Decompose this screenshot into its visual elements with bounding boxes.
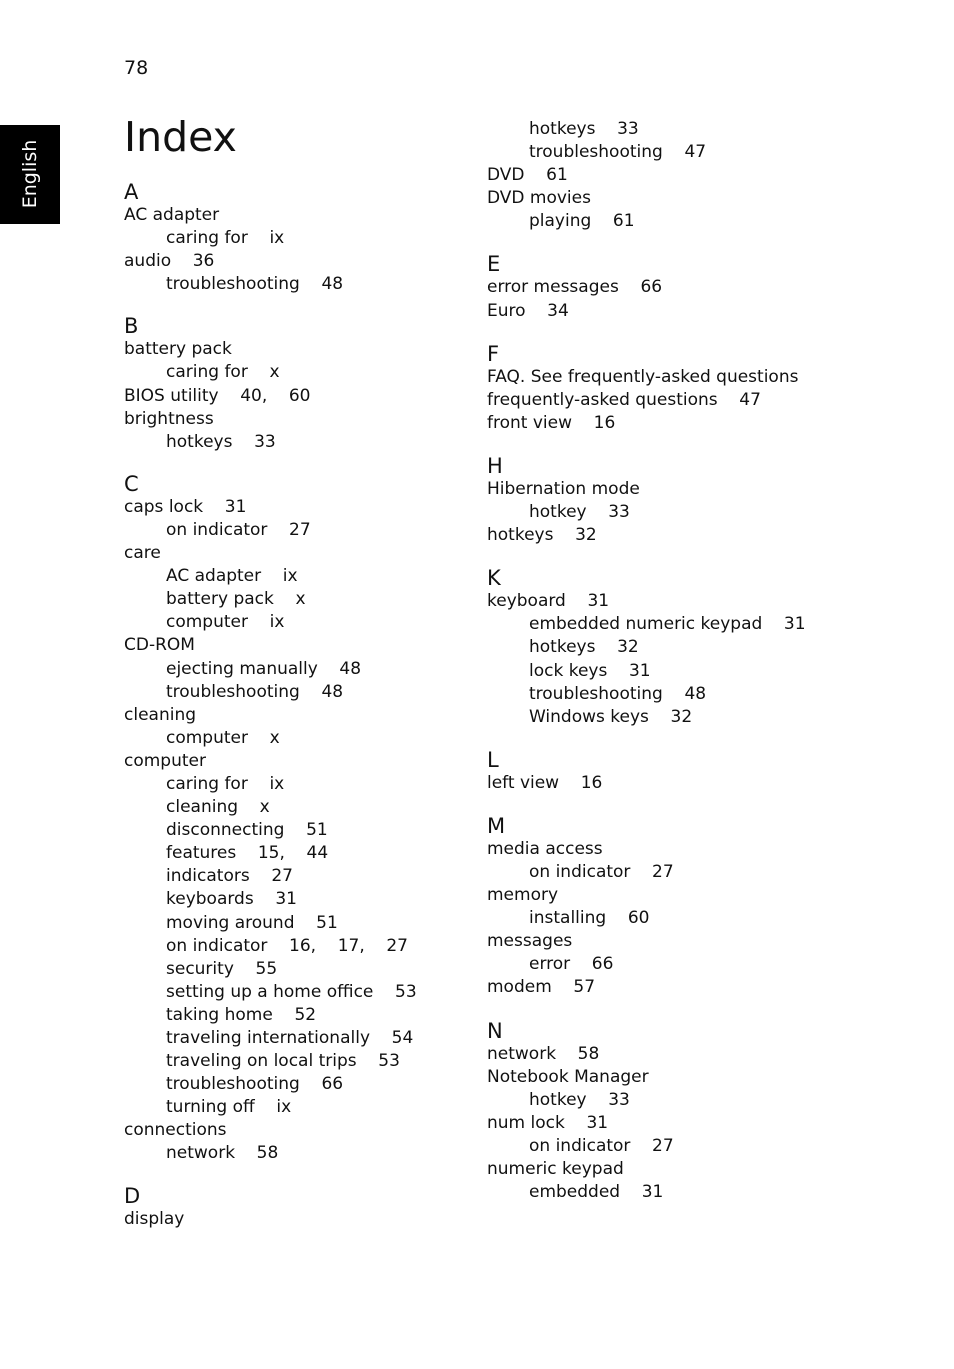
entry-term: hotkeys xyxy=(529,119,596,139)
entry-pages: 33 xyxy=(608,502,630,523)
entry-pages: 55 xyxy=(255,958,278,979)
section-gap xyxy=(124,454,544,472)
entry-pages: 48 xyxy=(684,683,707,704)
entry-term: care xyxy=(124,543,161,564)
index-entry xyxy=(487,524,907,547)
index-entry xyxy=(124,338,544,361)
index-entry xyxy=(487,1066,907,1089)
section-letter: H xyxy=(487,453,503,478)
entry-term: brightness xyxy=(124,408,214,429)
entry-term: AC adapter xyxy=(124,205,220,225)
entry-pages: 27 xyxy=(271,866,293,887)
entry-term: network xyxy=(487,1043,557,1064)
index-subentry xyxy=(124,773,544,796)
entry-pages: x xyxy=(259,797,270,818)
entry-term: hotkey xyxy=(529,502,587,523)
entry-term: display xyxy=(124,1208,185,1229)
entry-term: DVD xyxy=(487,165,525,186)
section-gap xyxy=(487,1000,907,1019)
index-section xyxy=(487,814,907,1000)
entry-pages: 58 xyxy=(577,1043,600,1064)
entry-term: cleaning xyxy=(166,797,239,818)
entry-term: computer xyxy=(166,727,248,748)
entry-term: battery pack xyxy=(166,589,274,610)
index-subentry xyxy=(124,865,544,888)
index-entry xyxy=(487,187,907,210)
entry-pages: 33 xyxy=(608,1089,630,1110)
index-subentry xyxy=(124,1073,544,1096)
entry-pages: 32 xyxy=(617,637,639,658)
index-section xyxy=(124,180,544,296)
index-subentry xyxy=(487,683,907,706)
entry-term: traveling internationally xyxy=(166,1028,370,1048)
section-letter: E xyxy=(487,252,501,277)
entry-pages: 31 xyxy=(587,591,610,612)
entry-term: setting up a home office xyxy=(166,981,374,1002)
index-section xyxy=(487,252,907,322)
index-subentry xyxy=(487,210,907,233)
index-entry xyxy=(124,496,544,519)
index-entry xyxy=(487,300,907,323)
entry-term: traveling on local trips xyxy=(166,1051,357,1072)
entry-term: installing xyxy=(529,908,607,929)
entry-pages: x xyxy=(269,362,280,383)
entry-term: connections xyxy=(124,1120,227,1141)
language-side-tab xyxy=(0,125,60,224)
entry-term: media access xyxy=(487,838,603,859)
entry-pages: 40, 60 xyxy=(240,385,311,406)
entry-term: error messages xyxy=(487,277,619,298)
entry-pages: 32 xyxy=(670,706,693,727)
entry-term: disconnecting xyxy=(166,820,285,841)
entry-pages: ix xyxy=(269,612,285,633)
index-subentry xyxy=(124,519,544,542)
index-entry xyxy=(487,1158,907,1181)
entry-term: modem xyxy=(487,977,552,998)
index-entry xyxy=(487,412,907,435)
index-entry xyxy=(487,884,907,907)
entry-term: error xyxy=(529,954,571,975)
entry-term: battery pack xyxy=(124,339,232,360)
index-entry xyxy=(487,976,907,999)
entry-term: caring for xyxy=(166,362,248,383)
entry-term: hotkey xyxy=(529,1089,587,1110)
index-subentry xyxy=(124,912,544,935)
index-subentry xyxy=(487,118,907,141)
entry-pages: 33 xyxy=(617,119,639,139)
entry-term: FAQ. See frequently-asked questions xyxy=(487,366,799,387)
entry-term: hotkeys xyxy=(166,431,233,452)
index-section xyxy=(487,566,907,729)
entry-pages: 57 xyxy=(573,977,596,998)
index-subentry xyxy=(487,636,907,659)
index-subentry xyxy=(487,1135,907,1158)
index-subentry xyxy=(487,1181,907,1204)
entry-pages: 66 xyxy=(321,1074,344,1095)
entry-pages: ix xyxy=(269,773,285,794)
entry-pages: ix xyxy=(276,1097,292,1118)
entry-pages: 32 xyxy=(575,525,597,546)
section-gap xyxy=(487,795,907,814)
entry-pages: 31 xyxy=(586,1112,609,1133)
entry-pages: 66 xyxy=(591,954,614,975)
index-entry xyxy=(124,1208,544,1231)
index-subentry xyxy=(124,935,544,958)
entry-pages: 47 xyxy=(684,142,707,163)
page-title: Index xyxy=(124,113,237,161)
section-letter: B xyxy=(124,314,139,339)
index-subentry xyxy=(487,660,907,683)
entry-pages: 36 xyxy=(192,251,215,272)
entry-term: features xyxy=(166,843,237,864)
entry-pages: 47 xyxy=(739,389,761,410)
entry-term: hotkeys xyxy=(529,637,596,658)
section-gap xyxy=(487,233,907,252)
entry-pages: 31 xyxy=(641,1182,664,1203)
index-subentry xyxy=(124,958,544,981)
entry-pages: x xyxy=(269,727,280,748)
entry-term: frequently-asked questions xyxy=(487,389,718,410)
index-subentry xyxy=(124,842,544,865)
entry-pages: 60 xyxy=(627,908,650,929)
index-entry xyxy=(124,542,544,565)
entry-pages: ix xyxy=(269,228,285,249)
entry-term: moving around xyxy=(166,912,295,933)
index-entry xyxy=(487,590,907,613)
entry-term: on indicator xyxy=(529,1135,631,1156)
entry-pages: 27 xyxy=(652,861,674,882)
entry-term: BIOS utility xyxy=(124,385,219,406)
index-entry xyxy=(487,772,907,795)
entry-term: caring for xyxy=(166,773,248,794)
index-entry xyxy=(487,930,907,953)
index-section xyxy=(124,472,544,1166)
entry-term: turning off xyxy=(166,1097,255,1118)
index-entry xyxy=(124,204,544,227)
entry-term: network xyxy=(166,1143,236,1164)
index-subentry xyxy=(124,1004,544,1027)
entry-pages: 27 xyxy=(652,1135,674,1156)
index-entry xyxy=(124,408,544,431)
section-letter: A xyxy=(124,180,139,204)
entry-term: ejecting manually xyxy=(166,658,318,679)
index-subentry xyxy=(124,361,544,384)
section-gap xyxy=(124,1166,544,1184)
index-subentry xyxy=(124,227,544,250)
section-letter: C xyxy=(124,471,139,496)
entry-pages: x xyxy=(295,589,306,610)
entry-term: Notebook Manager xyxy=(487,1066,649,1087)
index-entry xyxy=(124,1119,544,1142)
entry-term: caps lock xyxy=(124,496,204,517)
entry-term: indicators xyxy=(166,866,250,887)
index-section xyxy=(487,118,907,233)
entry-term: caring for xyxy=(166,228,248,249)
index-subentry xyxy=(487,501,907,524)
index-entry xyxy=(487,478,907,501)
entry-pages: 16 xyxy=(580,772,603,793)
entry-term: num lock xyxy=(487,1112,565,1133)
index-subentry xyxy=(124,1142,544,1165)
index-entry xyxy=(124,704,544,727)
index-entry xyxy=(124,750,544,773)
index-entry xyxy=(487,164,907,187)
index-subentry xyxy=(124,681,544,704)
entry-term: CD-ROM xyxy=(124,635,195,656)
index-subentry xyxy=(124,588,544,611)
index-column-left xyxy=(124,180,544,1231)
entry-pages: 48 xyxy=(339,658,362,679)
entry-term: front view xyxy=(487,412,572,433)
entry-term: embedded numeric keypad xyxy=(529,614,763,635)
index-subentry xyxy=(487,907,907,930)
index-subentry xyxy=(124,796,544,819)
entry-term: AC adapter xyxy=(166,566,262,587)
entry-pages: 66 xyxy=(640,277,663,298)
index-entry xyxy=(487,366,907,389)
section-letter: N xyxy=(487,1018,503,1043)
index-subentry xyxy=(124,1050,544,1073)
entry-term: troubleshooting xyxy=(166,274,300,295)
entry-term: messages xyxy=(487,931,573,952)
section-gap xyxy=(487,729,907,748)
entry-term: troubleshooting xyxy=(529,142,663,163)
index-entry xyxy=(487,1112,907,1135)
index-section xyxy=(124,1184,544,1231)
entry-term: computer xyxy=(166,612,248,633)
section-letter: L xyxy=(487,747,499,772)
entry-term: numeric keypad xyxy=(487,1159,624,1179)
index-subentry xyxy=(124,273,544,296)
section-gap xyxy=(124,296,544,314)
entry-term: troubleshooting xyxy=(166,1074,300,1095)
entry-pages: 54 xyxy=(391,1028,414,1048)
entry-pages: 48 xyxy=(321,681,344,702)
page-number: 78 xyxy=(124,57,149,79)
entry-pages: 51 xyxy=(306,820,328,841)
entry-pages: 31 xyxy=(224,496,247,517)
index-subentry xyxy=(487,861,907,884)
entry-term: on indicator xyxy=(166,519,268,540)
index-subentry xyxy=(124,1027,544,1050)
section-letter: F xyxy=(487,341,500,366)
entry-pages: ix xyxy=(282,566,298,587)
entry-term: computer xyxy=(124,750,206,771)
entry-pages: 16 xyxy=(593,412,616,433)
index-subentry xyxy=(124,611,544,634)
entry-term: DVD movies xyxy=(487,188,591,209)
index-entry xyxy=(487,389,907,412)
entry-term: hotkeys xyxy=(487,525,554,546)
index-subentry xyxy=(124,658,544,681)
entry-term: Hibernation mode xyxy=(487,478,640,499)
index-subentry xyxy=(487,953,907,976)
index-subentry xyxy=(124,431,544,454)
index-subentry xyxy=(487,141,907,164)
index-subentry xyxy=(487,1089,907,1112)
entry-term: embedded xyxy=(529,1182,621,1203)
section-gap xyxy=(487,435,907,454)
entry-term: playing xyxy=(529,211,592,232)
entry-term: keyboard xyxy=(487,591,566,612)
section-letter: K xyxy=(487,566,501,591)
index-subentry xyxy=(124,888,544,911)
entry-pages: 48 xyxy=(321,274,344,295)
entry-term: on indicator xyxy=(166,935,268,956)
entry-term: keyboards xyxy=(166,889,254,910)
entry-pages: 34 xyxy=(547,300,569,321)
entry-pages: 31 xyxy=(275,889,297,910)
index-subentry xyxy=(487,613,907,636)
entry-term: cleaning xyxy=(124,704,197,725)
section-letter: D xyxy=(124,1183,141,1208)
index-entry xyxy=(124,634,544,657)
language-label: English xyxy=(19,139,41,209)
index-entry xyxy=(124,385,544,408)
section-letter: M xyxy=(487,813,506,838)
entry-term: troubleshooting xyxy=(166,681,300,702)
index-section xyxy=(487,1019,907,1205)
entry-pages: 15, 44 xyxy=(257,843,329,864)
index-subentry xyxy=(124,565,544,588)
entry-pages: 58 xyxy=(256,1143,279,1164)
index-entry xyxy=(124,250,544,273)
entry-term: troubleshooting xyxy=(529,683,663,704)
index-section xyxy=(487,454,907,547)
index-subentry xyxy=(124,981,544,1004)
entry-pages: 53 xyxy=(395,981,417,1002)
index-section xyxy=(487,342,907,435)
index-entry xyxy=(487,838,907,861)
entry-pages: 61 xyxy=(546,165,568,186)
entry-pages: 16, 17, 27 xyxy=(289,935,408,956)
index-subentry xyxy=(124,727,544,750)
entry-term: security xyxy=(166,958,234,979)
entry-pages: 61 xyxy=(612,211,635,232)
entry-pages: 27 xyxy=(289,519,311,540)
index-subentry xyxy=(487,706,907,729)
entry-term: taking home xyxy=(166,1004,273,1025)
index-section xyxy=(487,748,907,795)
index-subentry xyxy=(124,819,544,842)
entry-term: Windows keys xyxy=(529,706,649,727)
index-column-right xyxy=(487,118,907,1204)
entry-pages: 31 xyxy=(628,660,651,681)
index-entry xyxy=(487,1043,907,1066)
entry-pages: 52 xyxy=(294,1004,317,1025)
entry-term: left view xyxy=(487,772,560,793)
entry-term: lock keys xyxy=(529,660,608,681)
entry-term: memory xyxy=(487,885,559,906)
entry-pages: 51 xyxy=(316,912,338,933)
entry-pages: 31 xyxy=(783,614,806,635)
index-entry xyxy=(487,276,907,299)
index-subentry xyxy=(124,1096,544,1119)
entry-term: audio xyxy=(124,251,172,272)
entry-pages: 53 xyxy=(378,1051,400,1072)
entry-pages: 33 xyxy=(254,431,276,452)
entry-term: Euro xyxy=(487,300,526,321)
section-gap xyxy=(487,323,907,342)
entry-term: on indicator xyxy=(529,861,631,882)
index-section xyxy=(124,314,544,453)
section-gap xyxy=(487,547,907,566)
